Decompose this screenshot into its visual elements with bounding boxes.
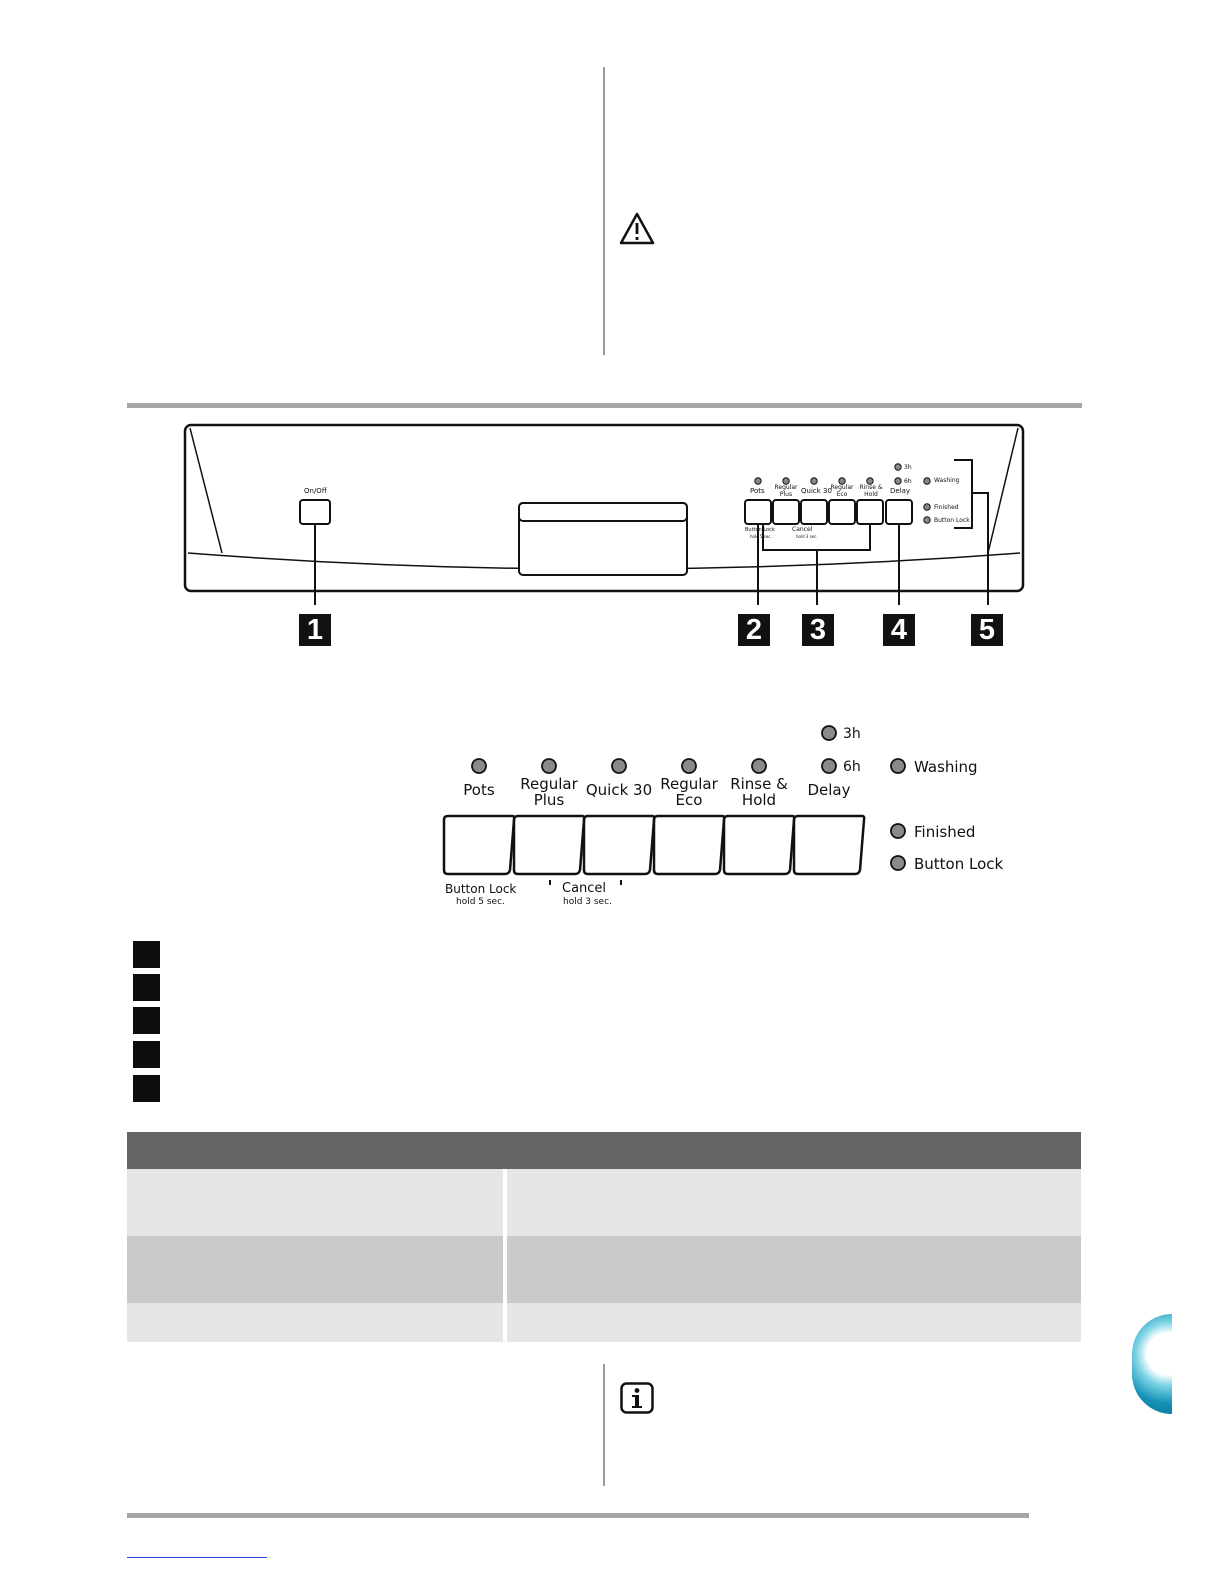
small-label-regular-plus: Regular Plus	[774, 484, 798, 498]
small-label-3h: 3h	[904, 464, 912, 471]
column-divider-top	[603, 67, 605, 355]
status-washing-label: Washing	[914, 758, 978, 776]
table-cell	[127, 1236, 503, 1303]
table-header	[127, 1132, 1081, 1169]
small-under-button-lock-hold: hold 5 sec.	[750, 534, 772, 539]
legend-marker-1	[133, 941, 160, 968]
section-rule-top	[127, 403, 1082, 408]
callout-4: 4	[883, 614, 915, 646]
legend-marker-3	[133, 1007, 160, 1034]
table-row	[127, 1236, 1081, 1303]
column-divider-bottom	[603, 1364, 605, 1486]
small-label-button-lock: Button Lock	[934, 517, 970, 524]
program-regular-eco-label: Regular Eco	[660, 775, 718, 809]
small-label-regular-eco: Regular Eco	[830, 484, 854, 498]
table-row	[127, 1169, 1081, 1236]
status-button-lock-label: Button Lock	[914, 855, 1004, 873]
status-finished-label: Finished	[914, 823, 976, 841]
table-row	[127, 1303, 1081, 1342]
program-rinse-hold-label: Rinse & Hold	[730, 775, 788, 809]
program-quick-30-label: Quick 30	[585, 781, 653, 799]
button-lock-label: Button Lock	[445, 882, 517, 896]
callout-3: 3	[802, 614, 834, 646]
small-label-washing: Washing	[934, 477, 960, 484]
legend-marker-5	[133, 1075, 160, 1102]
program-regular-plus-label: Regular Plus	[520, 775, 578, 809]
on-off-label: On/Off	[304, 487, 327, 495]
info-icon	[620, 1382, 654, 1414]
small-label-delay: Delay	[890, 487, 911, 495]
legend-marker-2	[133, 974, 160, 1001]
callout-5: 5	[971, 614, 1003, 646]
warning-triangle-icon	[619, 212, 655, 245]
program-pots-label: Pots	[463, 781, 495, 799]
delay-3h-label: 3h	[843, 726, 861, 742]
small-label-pots: Pots	[750, 487, 765, 495]
small-label-6h: 6h	[904, 478, 912, 485]
callout-1: 1	[299, 614, 331, 646]
cancel-label: Cancel	[562, 881, 607, 896]
delay-6h-label: 6h	[843, 759, 861, 775]
decorative-wave-graphic	[1132, 1314, 1172, 1414]
footer-link-underline	[127, 1557, 267, 1558]
legend-marker-4	[133, 1041, 160, 1068]
cancel-hold-label: hold 3 sec.	[563, 897, 612, 907]
small-under-cancel: Cancel	[792, 526, 813, 533]
small-label-finished: Finished	[934, 504, 959, 511]
table-cell	[127, 1303, 503, 1342]
table-cell	[507, 1303, 1081, 1342]
small-under-button-lock: Button Lock	[745, 527, 775, 533]
table-cell	[507, 1169, 1081, 1236]
program-delay-label: Delay	[807, 781, 851, 799]
section-rule-bottom	[127, 1513, 1029, 1518]
callout-2: 2	[738, 614, 770, 646]
small-under-cancel-hold: hold 3 sec.	[796, 534, 818, 539]
button-lock-hold-label: hold 5 sec.	[456, 897, 505, 907]
small-label-quick-30: Quick 30	[801, 487, 832, 495]
table-cell	[127, 1169, 503, 1236]
table-cell	[507, 1236, 1081, 1303]
small-label-rinse-hold: Rinse & Hold	[859, 484, 883, 498]
control-panel-drawing	[180, 420, 1030, 605]
